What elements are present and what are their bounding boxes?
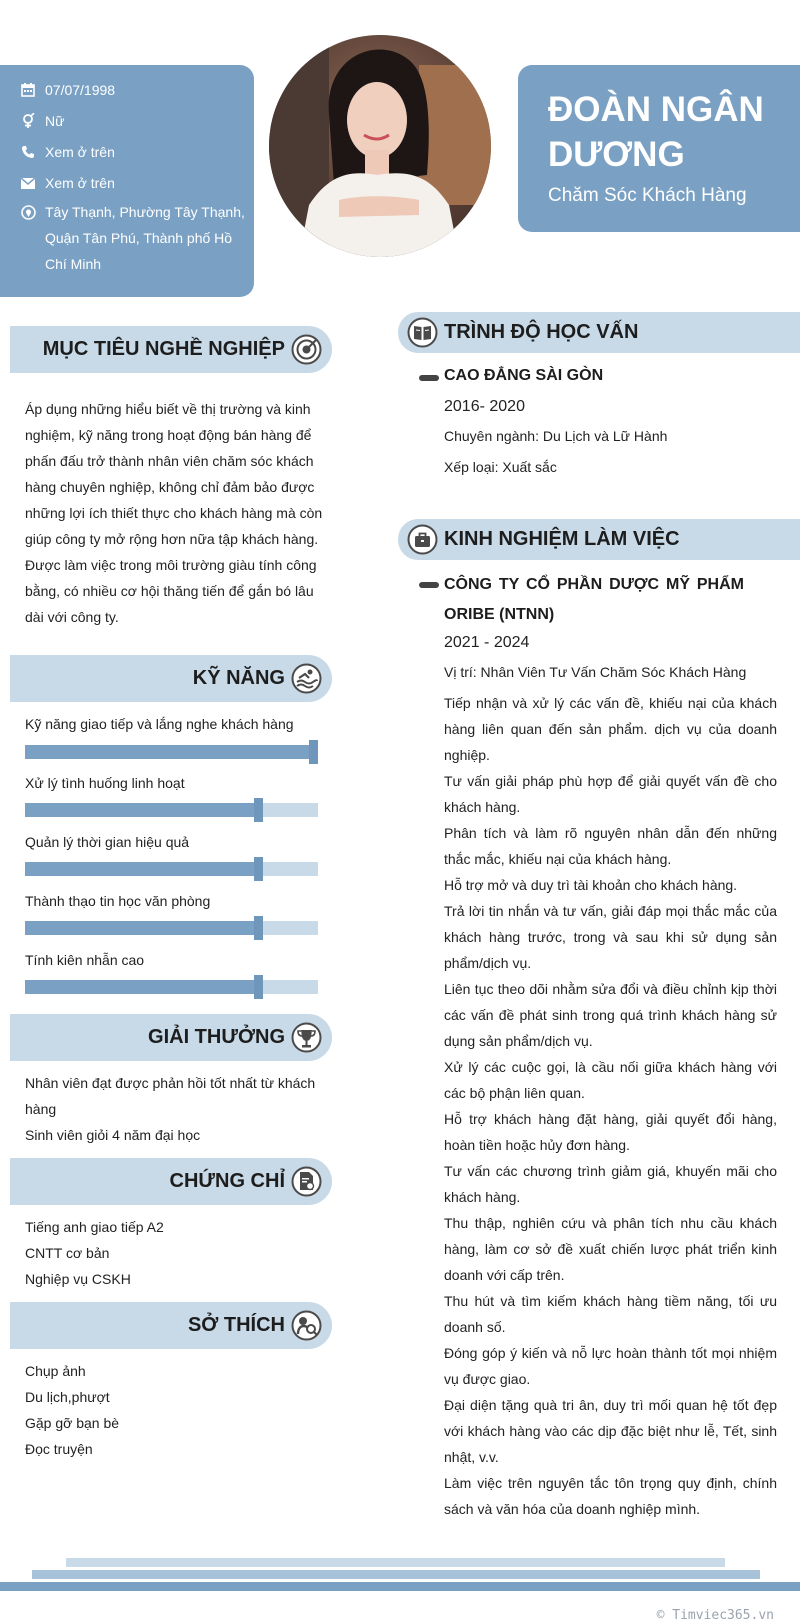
section-title: GIẢI THƯỞNG <box>148 1026 285 1048</box>
book-icon <box>407 317 438 348</box>
duty-item: Hỗ trợ mở và duy trì tài khoản cho khách hàng. <box>444 877 738 893</box>
school-name: CAO ĐẲNG SÀI GÒN <box>444 367 604 384</box>
education-major: Chuyên ngành: Du Lịch và Lữ Hành <box>444 428 668 444</box>
certificate-item: Tiếng anh giao tiếp A2 <box>25 1219 164 1235</box>
contact-email <box>20 170 248 196</box>
swimmer-icon <box>291 663 322 694</box>
section-header-education <box>398 312 800 353</box>
certificate-icon <box>291 1166 322 1197</box>
section-header-certificates <box>10 1158 332 1205</box>
skill-bar-knob <box>254 975 263 999</box>
skill-bar-fill <box>25 803 259 817</box>
duty-item: Làm việc trên nguyên tắc tôn trọng quy định, chính sách và văn hóa của doanh nghiệp mình. <box>444 1475 777 1517</box>
hobby-item: Chụp ảnh <box>25 1363 86 1379</box>
skill-label: Kỹ năng giao tiếp và lắng nghe khách hàng <box>25 716 294 732</box>
duty-item: Phân tích và làm rõ nguyên nhân dẫn đến những thắc mắc, khiếu nại của khách hàng. <box>444 825 777 867</box>
skill-bar <box>25 803 318 817</box>
trophy-icon <box>291 1022 322 1053</box>
contact-gender <box>20 108 248 134</box>
target-icon <box>291 334 322 365</box>
duty-item: Tư vấn các chương trình giảm giá, khuyến mãi cho khách hàng. <box>444 1163 777 1205</box>
duty-item: Tiếp nhận và xử lý các vấn đề, khiếu nại của khách hàng liên quan đến sản phẩm. dịch vụ của doanh nghiệp. <box>444 695 777 763</box>
location-icon <box>20 199 36 225</box>
education-period: 2016- 2020 <box>444 398 525 415</box>
skill-bar-knob <box>254 798 263 822</box>
contact-text: Xem ở trên <box>45 144 115 160</box>
hobby-item: Đọc truyện <box>25 1441 93 1457</box>
experience-position: Vị trí: Nhân Viên Tư Vấn Chăm Sóc Khách Hàng <box>444 664 747 680</box>
email-icon <box>20 170 36 196</box>
award-item: Nhân viên đạt được phản hồi tốt nhất từ khách hàng <box>25 1075 316 1117</box>
skill-bar-fill <box>25 980 259 994</box>
section-title: SỞ THÍCH <box>187 1314 285 1336</box>
contact-text: Xem ở trên <box>45 175 115 191</box>
section-title: MỤC TIÊU NGHỀ NGHIỆP <box>42 338 285 360</box>
duty-item: Thu hút và tìm kiếm khách hàng tiềm năng, tối ưu doanh số. <box>444 1293 777 1335</box>
hobby-item: Du lịch,phượt <box>25 1389 110 1405</box>
contact-card <box>0 65 254 297</box>
skill-label: Thành thạo tin học văn phòng <box>25 893 211 909</box>
footer-bar-bottom <box>0 1582 800 1591</box>
certificate-item: Nghiệp vụ CSKH <box>25 1271 131 1287</box>
skill-bar <box>25 921 318 935</box>
duty-item: Đóng góp ý kiến và nỗ lực hoàn thành tốt mọi nhiệm vụ được giao. <box>444 1345 777 1387</box>
copyright-watermark: © Timviec365.vn <box>656 1608 774 1621</box>
contact-text: 07/07/1998 <box>45 82 116 98</box>
contact-phone <box>20 139 248 165</box>
section-header-skills <box>10 655 332 702</box>
section-header-experience <box>398 519 800 560</box>
duty-item: Đại diện tặng quà tri ân, duy trì mối quan hệ tốt đẹp với khách hàng vào các dịp đặc biệt như lễ, Tết, sinh nhật, v.v. <box>444 1397 777 1465</box>
calendar-icon <box>20 77 36 103</box>
skill-label: Xử lý tình huống linh hoạt <box>25 775 185 791</box>
skill-bar-knob <box>254 857 263 881</box>
skill-bar-fill <box>25 862 259 876</box>
section-header-objective <box>10 326 332 373</box>
contact-text: Nữ <box>45 113 65 129</box>
duty-item: Trả lời tin nhắn và tư vấn, giải đáp mọi thắc mắc của khách hàng trước, trong và sau khi sử dụng sản phẩm/dịch vụ. <box>444 903 777 971</box>
job-title: Chăm Sóc Khách Hàng <box>548 185 747 206</box>
section-header-awards <box>10 1014 332 1061</box>
skill-bar-fill <box>25 745 318 759</box>
candidate-name: ĐOÀN NGÂN DƯƠNG <box>548 90 764 174</box>
section-title: CHỨNG CHỈ <box>169 1170 285 1192</box>
skill-bar-knob <box>254 916 263 940</box>
contact-text: Tây Thạnh, Phường Tây Thạnh, Quận Tân Phú, Thành phố Hồ Chí Minh <box>45 204 245 272</box>
skill-bar-knob <box>309 740 318 764</box>
hobby-icon <box>291 1310 322 1341</box>
section-header-hobbies <box>10 1302 332 1349</box>
duty-item: Tư vấn giải pháp phù hợp để giải quyết vấn đề cho khách hàng. <box>444 773 777 815</box>
section-title: KỸ NĂNG <box>192 667 285 689</box>
phone-icon <box>20 139 36 165</box>
footer-bar-middle <box>32 1570 760 1579</box>
briefcase-icon <box>407 524 438 555</box>
section-title: TRÌNH ĐỘ HỌC VẤN <box>444 321 639 343</box>
contact-dob <box>20 77 248 103</box>
experience-period: 2021 - 2024 <box>444 634 530 651</box>
company-name: CÔNG TY CỔ PHẦN DƯỢC MỸ PHẨM ORIBE (NTNN) <box>444 576 744 623</box>
skill-bar <box>25 862 318 876</box>
skill-label: Quản lý thời gian hiệu quả <box>25 834 190 850</box>
skill-bar <box>25 745 318 759</box>
skill-bar-fill <box>25 921 259 935</box>
skill-label: Tính kiên nhẫn cao <box>25 952 145 968</box>
contact-address <box>20 199 248 277</box>
objective-text: Áp dụng những hiểu biết về thị trường và kinh nghiệm, kỹ năng trong hoạt động bán hàng để phấn đấu trở thành nhân viên chăm sóc khách hàng chuyên nghiệp, không chỉ đảm bảo được những lợi ích thiết thực cho khách hàng mà còn giúp công ty mở rộng hơn nữa tập khách hàng. Được làm việc trong môi trường giàu tính công bằng, có nhiều cơ hội thăng tiến để gắn bó lâu dài với công ty. <box>25 401 323 625</box>
education-grade: Xếp loại: Xuất sắc <box>444 459 557 475</box>
footer-bar-top <box>66 1558 725 1567</box>
gender-icon <box>20 108 36 134</box>
duty-item: Xử lý các cuộc gọi, là cầu nối giữa khách hàng với các bộ phận liên quan. <box>444 1059 777 1101</box>
duty-item: Liên tục theo dõi nhằm sửa đổi và điều chỉnh kịp thời các vấn đề phát sinh trong quá trình khách hàng sử dụng sản phẩm/dịch vụ. <box>444 981 777 1049</box>
duty-item: Thu thập, nghiên cứu và phân tích nhu cầu khách hàng, làm cơ sở đề xuất chiến lược phát triển kinh doanh với cấp trên. <box>444 1215 777 1283</box>
certificate-item: CNTT cơ bản <box>25 1245 110 1261</box>
skill-bar <box>25 980 318 994</box>
award-item: Sinh viên giỏi 4 năm đại học <box>25 1127 201 1143</box>
hobby-item: Gặp gỡ bạn bè <box>25 1415 120 1431</box>
section-title: KINH NGHIỆM LÀM VIỆC <box>444 528 680 550</box>
name-card <box>518 65 800 232</box>
avatar <box>269 35 491 257</box>
duty-item: Hỗ trợ khách hàng đặt hàng, giải quyết đổi hàng, hoàn tiền hoặc hủy đơn hàng. <box>444 1111 777 1153</box>
bullet-dash <box>419 582 439 588</box>
bullet-dash <box>419 375 439 381</box>
